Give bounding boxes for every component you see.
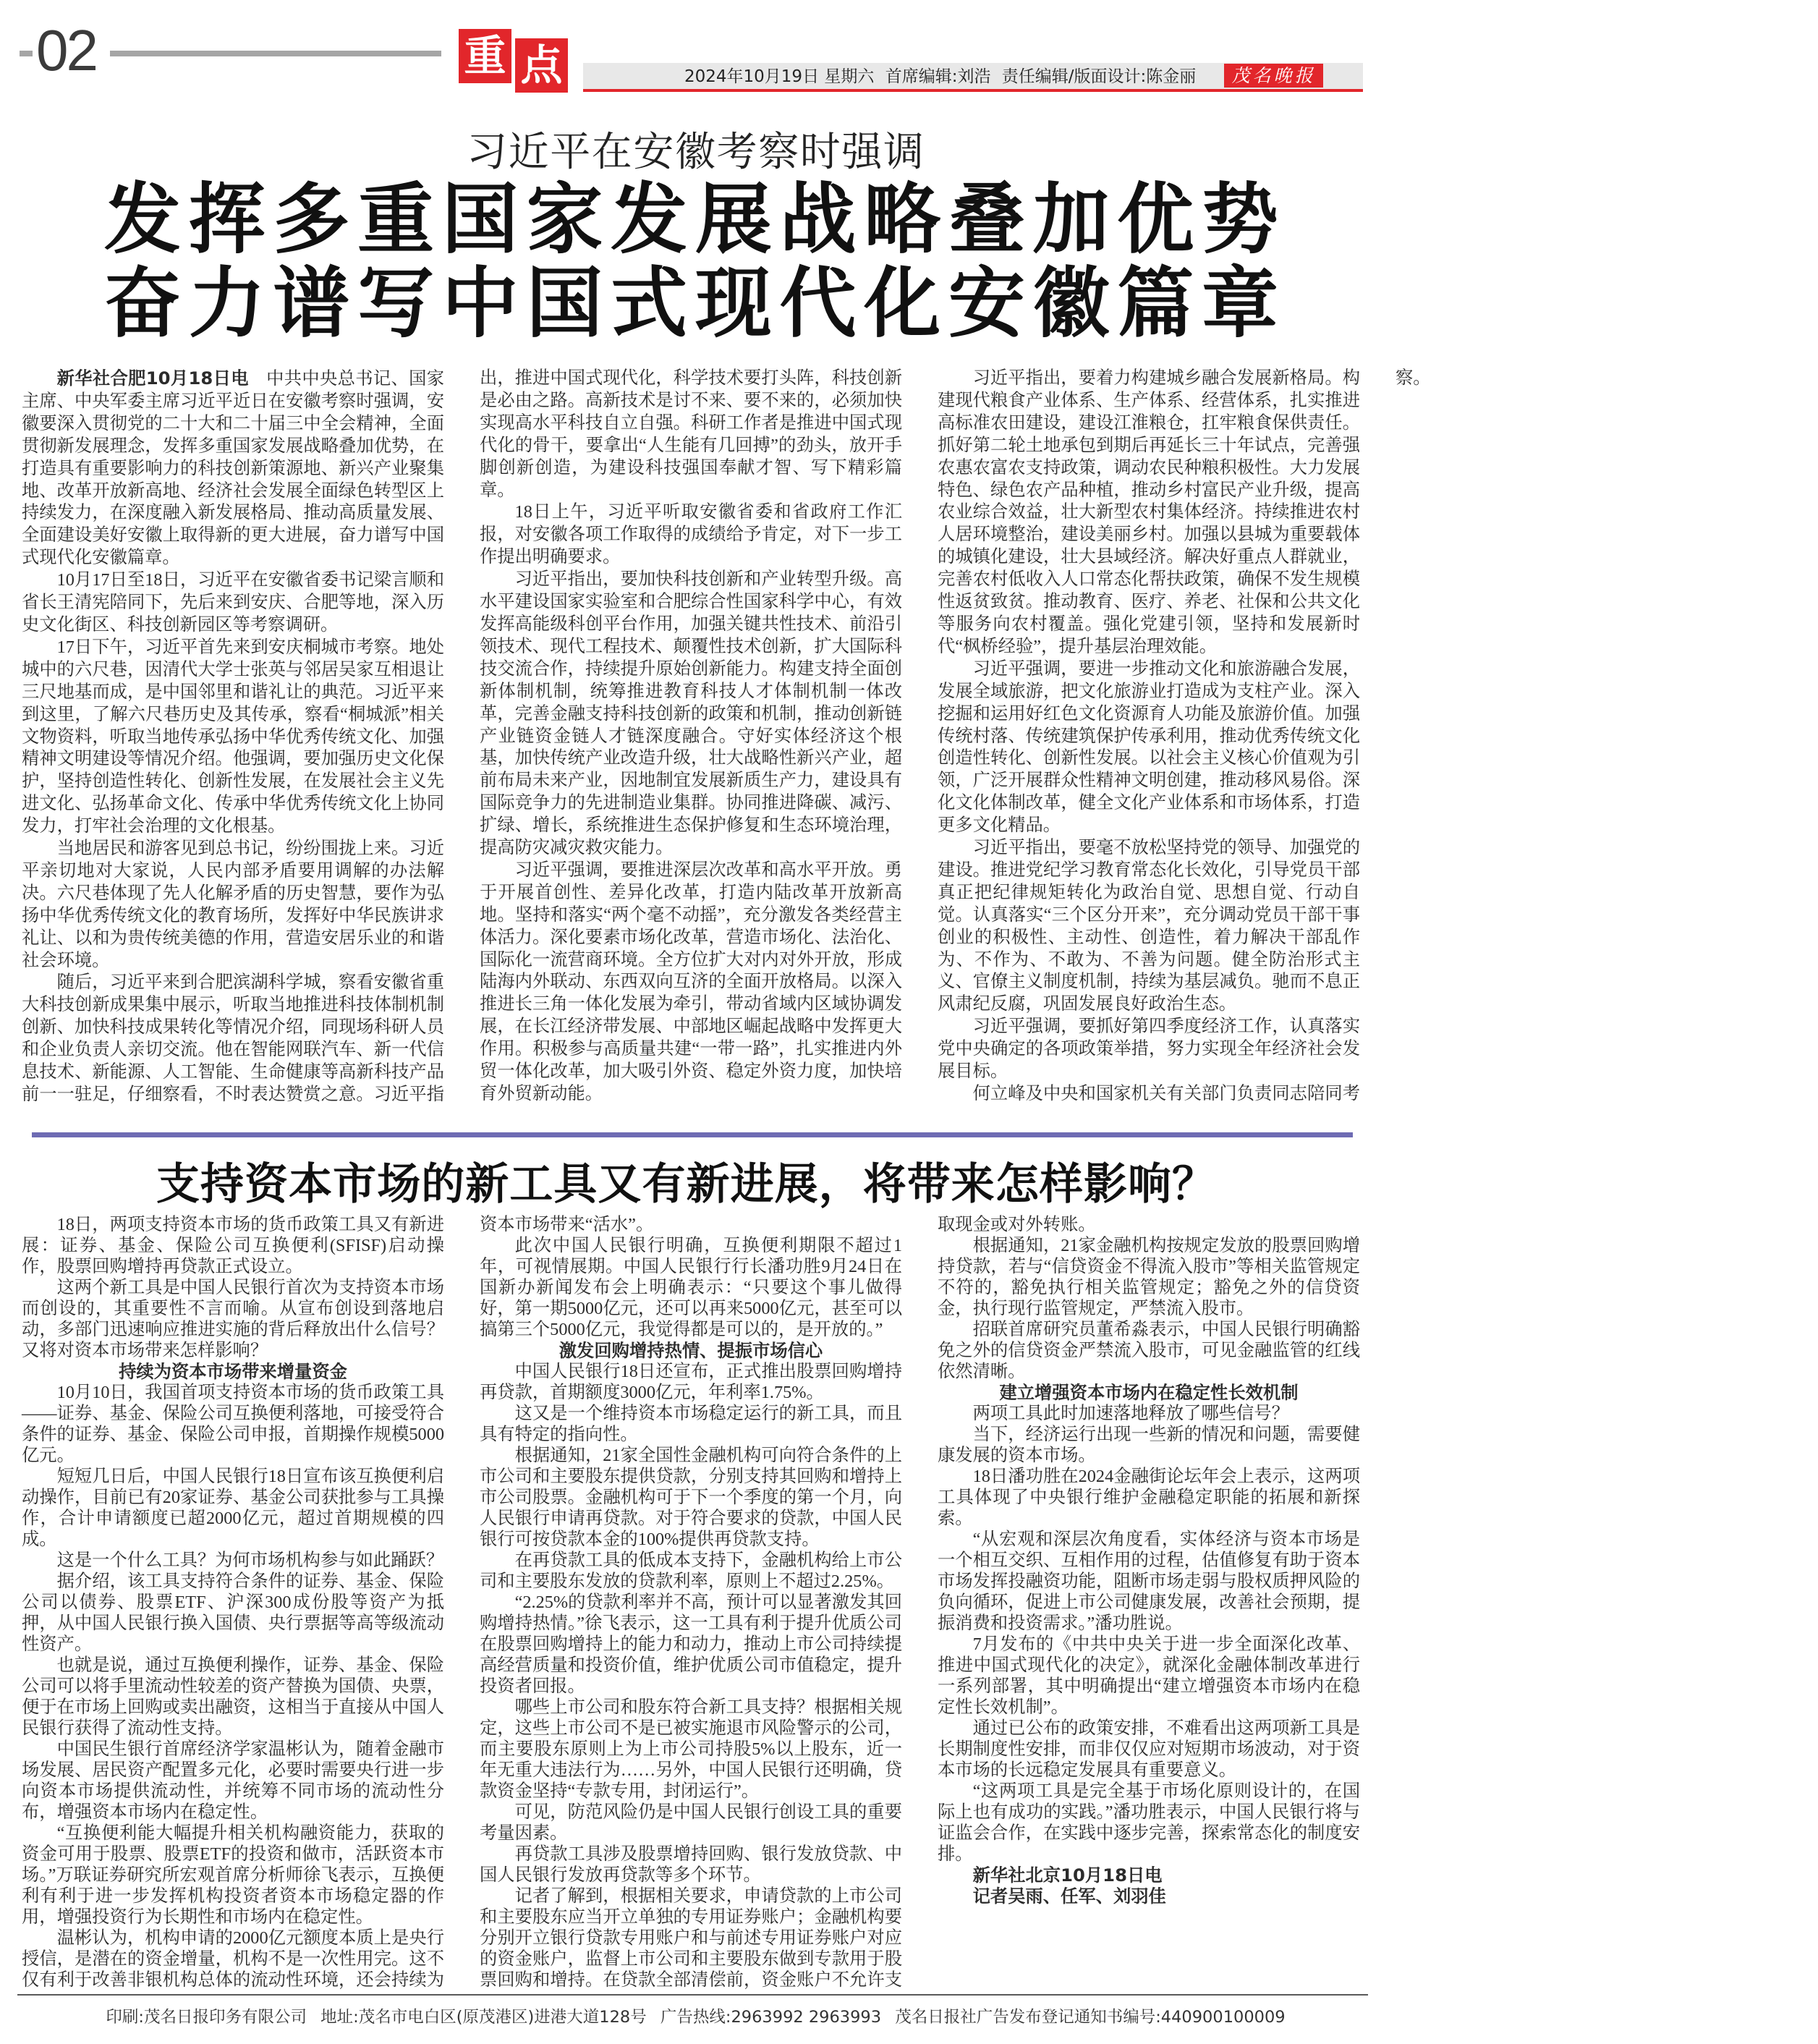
- article2-subheading: 激发回购增持热情、提振市场信心: [558, 1340, 823, 1361]
- article2-paragraph: 记者了解到，根据相关要求，申请贷款的上市公司和主要股东应当开立单独的专用证券账户；金融机构要分别开立银行贷款专用账户和与前述专用证券账户对应的资金账户，监督上市公司和主要股东做到专款用于股票回购和增持。在贷款全部清偿前，资金账户不允许支取现金或对外转账。: [480, 1215, 1096, 1990]
- article1-headline-line-1: 发挥多重国家发展战略叠加优势: [104, 175, 1278, 264]
- article2-subheading: 建立增强资本市场内在稳定性长效机制: [999, 1382, 1299, 1403]
- article1-kicker: 习近平在安徽考察时强调: [467, 129, 924, 176]
- article1-paragraph: 随后，习近平来到合肥滨湖科学城，察看安徽省重大科技创新成果集中展示，听取当地推进科技体制机制创新、加快科技成果转化等情况介绍，同现场科研人员和企业负责人亲切交流。他在智能网联汽车、新一代信息技术、新能源、人工智能、生命健康等高新科技产品前一一驻足，仔细察看，不时表达赞赏之意。习近平指出，推进中国式现代化，科学技术要打头阵，科技创新是必由之路。高新技术是讨不来、要不来的，必须加快实现高水平科技自立自强。科研工作者是推进中国式现代化的骨干，要拿出“人生能有几回搏”的劲头，放开手脚创新创造，为建设科技强国奉献才智、写下精彩篇章。: [22, 368, 902, 1104]
- article2-subheading: 持续为资本市场带来增量资金: [119, 1361, 347, 1382]
- article2-paragraph: 当下，经济运行出现一些新的情况和问题，需要健康发展的资本市场。: [938, 1425, 1360, 1465]
- header-red-rule: [583, 89, 1363, 92]
- article2-paragraph: 中国民生银行首席经济学家温彬认为，随着金融市场发展、居民资产配置多元化，必要时需要央行进一步向资本市场提供流动性，并统筹不同市场的流动性分布，增强资本市场内在稳定性。: [22, 1739, 444, 1822]
- page-number-dash: [20, 51, 33, 56]
- article1-body: [22, 368, 1431, 1109]
- article2-paragraph: 温彬认为，机构申请的2000亿元额度本质上是央行授信，是潜在的资金增量，机构不是一次性用完。这不仅有利于改善非银机构总体的流动性环境，还会持续为资本市场带来“活水”。: [22, 1215, 654, 1990]
- footer-imprint: [7, 2007, 1384, 2027]
- page-number: 02: [36, 18, 96, 82]
- article1-paragraph: 习近平强调，要抓好第四季度经济工作，认真落实党中央确定的各项政策举措，努力实现全年经济社会发展目标。: [938, 1017, 1360, 1082]
- article2-paragraph: 也就是说，通过互换便利操作，证券、基金、保险公司可以将手里流动性较差的资产替换为国债、央票，便于在市场上回购或卖出融资，这相当于直接从中国人民银行获得了流动性支持。: [22, 1655, 444, 1738]
- newspaper-logo: 茂名晚报: [1224, 64, 1323, 88]
- article1-dateline: 新华社合肥10月18日电: [56, 368, 249, 389]
- article2-paragraph: 两项工具此时加速落地释放了哪些信号？: [972, 1404, 1289, 1423]
- article2-paragraph: 根据通知，21家金融机构按规定发放的股票回购增持贷款，若与“信贷资金不得流入股市”等相关监管规定不符的，豁免执行相关监管规定；豁免之外的信贷资金，执行现行监管规定，严禁流入股市。: [938, 1236, 1360, 1318]
- section-badge-char-1: 重: [459, 29, 511, 83]
- section-badge-char-2: 点: [515, 38, 568, 93]
- footer-ad-hotline: 广告热线:2963992 2963993: [660, 2008, 882, 2027]
- article2-headline: 支持资本市场的新工具又有新进展，将带来怎样影响？: [156, 1159, 1215, 1210]
- article2-paragraph: “从宏观和深层次角度看，实体经济与资本市场是一个相互交织、互相作用的过程，估值修复有助于资本市场发挥投融资功能，阻断市场走弱与股权质押风险的负向循环，促进上市公司健康发展，改善社会预期，提振消费和投资需求。”潘功胜说。: [938, 1530, 1360, 1633]
- editor-designer: 责任编辑/版面设计:陈金丽: [1001, 67, 1197, 86]
- article1-paragraph: 习近平强调，要推进深层次改革和高水平开放。勇于开展首创性、差异化改革，打造内陆改革开放新高地。坚持和落实“两个毫不动摇”，充分激发各类经营主体活力。深化要素市场化改革，营造市场化、法治化、国际化一流营商环境。全方位扩大对内对外开放，形成陆海内外联动、东西双向互济的全面开放格局。以深入推进长三角一体化发展为牵引，带动省域内区域协调发展，在长江经济带发展、中部地区崛起战略中发挥更大作用。积极参与高质量共建“一带一路”，扎实推进内外贸一体化改革，加大吸引外资、稳定外资力度，加快培育外贸新动能。: [480, 860, 902, 1103]
- footer-rule: [17, 1994, 1368, 1996]
- article1-paragraph: 10月17日至18日，习近平在安徽省委书记梁言顺和省长王清宪陪同下，先后来到安庆、合肥等地，深入历史文化街区、科技创新园区等考察调研。: [22, 570, 444, 635]
- article2-intro-paragraph: 18日，两项支持资本市场的货币政策工具又有新进展：证券、基金、保险公司互换便利(SFISF)启动操作，股票回购增持再贷款正式设立。: [22, 1215, 444, 1276]
- article1-paragraph: 习近平指出，要毫不放松坚持党的领导、加强党的建设。推进党纪学习教育常态化长效化，引导党员干部真正把纪律规矩转化为政治自觉、思想自觉、行动自觉。认真落实“三个区分开来”，充分调动党员干部干事创业的积极性、主动性、创造性，着力解决干部乱作为、不作为、不敢为、不善为问题。健全防治形式主义、官僚主义制度机制，持续为基层减负。驰而不息正风肃纪反腐，巩固发展良好政治生态。: [938, 838, 1360, 1014]
- article2-paragraph: 根据通知，21家全国性金融机构可向符合条件的上市公司和主要股东提供贷款，分别支持其回购和增持上市公司股票。金融机构可于下一个季度的第一个月，向人民银行申请再贷款。对于符合要求的贷款，中国人民银行可按贷款本金的100%提供再贷款支持。: [480, 1446, 902, 1549]
- article2-paragraph: 中国人民银行18日还宣布，正式推出股票回购增持再贷款，首期额度3000亿元，年利率1.75%。: [480, 1362, 902, 1402]
- article2-paragraph: 通过已公布的政策安排，不难看出这两项新工具是长期制度性安排，而非仅仅应对短期市场波动，对于资本市场的长远稳定发展具有重要意义。: [938, 1718, 1360, 1780]
- article1-paragraph: [22, 368, 444, 569]
- article2-byline: 记者吴雨、任军、刘羽佳: [972, 1886, 1166, 1907]
- article2-paragraph: 这是一个什么工具？为何市场机构参与如此踊跃？: [56, 1551, 444, 1570]
- article1-paragraph: 习近平强调，要进一步推动文化和旅游融合发展，发展全域旅游，把文化旅游业打造成为支柱产业。深入挖掘和运用好红色文化资源育人功能及旅游价值。加强传统村落、传统建筑保护传承利用，推动优秀传统文化创造性转化、创新性发展。以社会主义核心价值观为引领，广泛开展群众性精神文明创建，推动移风易俗。深化文化体制改革，健全文化产业体系和市场体系，打造更多文化精品。: [938, 658, 1360, 836]
- article1-headline-line-2: 奋力谱写中国式现代化安徽篇章: [104, 259, 1278, 348]
- article2-paragraph: 18日潘功胜在2024金融街论坛年会上表示，这两项工具体现了中央银行维护金融稳定职能的拓展和新探索。: [938, 1467, 1360, 1528]
- header-info: [684, 66, 1202, 88]
- article1-paragraph: 当地居民和游客见到总书记，纷纷围拢上来。习近平亲切地对大家说，人民内部矛盾要用调解的办法解决。六尺巷体现了先人化解矛盾的历史智慧，要作为弘扬中华优秀传统文化的教育场所，发挥好中华民族讲求礼让、以和为贵传统美德的作用，营造安居乐业的和谐社会环境。: [22, 839, 444, 970]
- article1-paragraph: 17日下午，习近平首先来到安庆桐城市考察。地处城中的六尺巷，因清代大学士张英与邻居吴家互相退让三尺地基而成，是中国邻里和谐礼让的典范。习近平来到这里，了解六尺巷历史及其传承，察看“桐城派”相关文物资料，听取当地传承弘扬中华优秀传统文化、加强精神文明建设等情况介绍。他强调，要加强历史文化保护，坚持创造性转化、创新性发展，在发展社会主义先进文化、弘扬革命文化、传承中华优秀传统文化上协同发力，打牢社会治理的文化根基。: [22, 637, 444, 836]
- article1-paragraph: 习近平指出，要加快科技创新和产业转型升级。高水平建设国家实验室和合肥综合性国家科学中心，有效发挥高能级科创平台作用，加强关键共性技术、前沿引领技术、现代工程技术、颠覆性技术创新，扩大国际科技交流合作，持续提升原始创新能力。构建支持全面创新体制机制，统筹推进教育科技人才体制机制一体改革，完善金融支持科技创新的政策和机制，推动创新链产业链资金链人才链深度融合。守好实体经济这个根基，加快传统产业改造升级，壮大战略性新兴产业，超前布局未来产业，因地制宜发展新质生产力，建设具有国际竞争力的先进制造业集群。协同推进降碳、减污、扩绿、增长，系统推进生态保护修复和生态环境治理，提高防灾减灾救灾能力。: [480, 569, 902, 858]
- article2-dateline: 新华社北京10月18日电: [972, 1865, 1163, 1886]
- footer-address: 地址:茂名市电白区(原茂港区)进港大道128号: [320, 2008, 647, 2027]
- chief-editor: 首席编辑:刘浩: [885, 67, 991, 86]
- footer-printer: 印刷:茂名日报印务有限公司: [106, 2008, 307, 2027]
- article2-paragraph: 10月10日，我国首项支持资本市场的货币政策工具——证券、基金、保险公司互换便利落地，可接受符合条件的证券、基金、保险公司申报，首期操作规模5000亿元。: [22, 1383, 444, 1465]
- article2-paragraph: 短短几日后，中国人民银行18日宣布该互换便利启动操作，目前已有20家证券、基金公司获批参与工具操作，合计申请额度已超2000亿元，超过首期规模的四成。: [22, 1467, 444, 1549]
- footer-registration: 茂名日报社广告发布登记通知书编号:440900100009: [895, 2008, 1286, 2027]
- article1-paragraph: 18日上午，习近平听取安徽省委和省政府工作汇报，对安徽各项工作取得的成绩给予肯定，对下一步工作提出明确要求。: [480, 502, 902, 567]
- article2-intro-paragraph: 这两个新工具是中国人民银行首次为支持资本市场而创设的，其重要性不言而喻。从宣布创设到落地启动，多部门迅速响应推进实施的背后释放出什么信号？又将对资本市场带来怎样影响？: [22, 1278, 444, 1360]
- article2-paragraph: “互换便利能大幅提升相关机构融资能力，获取的资金可用于股票、股票ETF的投资和做市，活跃资本市场。”万联证券研究所宏观首席分析师徐飞表示，互换便利有利于进一步发挥机构投资者资本市场稳定器的作用，增强投资行为长期性和市场内在稳定性。: [22, 1823, 444, 1927]
- article1-paragraph: 何立峰及中央和国家机关有关部门负责同志陪同考察。: [972, 368, 1431, 1103]
- issue-date: 2024年10月19日 星期六: [684, 67, 875, 86]
- article1-paragraph: 习近平指出，要着力构建城乡融合发展新格局。构建现代粮食产业体系、生产体系、经营体系，扎实推进高标准农田建设，建设江淮粮仓，扛牢粮食保供责任。抓好第二轮土地承包到期后再延长三十年试点，完善强农惠农富农支持政策，调动农民种粮积极性。大力发展特色、绿色农产品种植，推动乡村富民产业升级，提高农业综合效益，壮大新型农村集体经济。持续推进农村人居环境整治，建设美丽乡村。加强以县城为重要载体的城镇化建设，壮大县域经济。解决好重点人群就业，完善农村低收入人口常态化帮扶政策，确保不发生规模性返贫致贫。推动教育、医疗、养老、社保和公共文化等服务向农村覆盖。强化党建引领，坚持和发展新时代“枫桥经验”，提升基层治理效能。: [938, 368, 1360, 656]
- article2-paragraph: 招联首席研究员董希淼表示，中国人民银行明确豁免之外的信贷资金严禁流入股市，可见金融监管的红线依然清晰。: [938, 1320, 1360, 1381]
- article1-lead-text: 中共中央总书记、国家主席、中央军委主席习近平近日在安徽考察时强调，安徽要深入贯彻党的二十大和二十届三中全会精神，全面贯彻新发展理念，发挥多重国家发展战略叠加优势，在打造具有重要影响力的科技创新策源地、新兴产业聚集地、改革开放新高地、经济社会发展全面绿色转型区上持续发力，在深度融入新发展格局、推动高质量发展、全面建设美好安徽上取得新的更大进展，奋力谱写中国式现代化安徽篇章。: [22, 369, 445, 568]
- article2-paragraph: 可见，防范风险仍是中国人民银行创设工具的重要考量因素。: [480, 1802, 902, 1843]
- article2-paragraph: 哪些上市公司和股东符合新工具支持？根据相关规定，这些上市公司不是已被实施退市风险警示的公司，而主要股东原则上为上市公司持股5%以上股东，近一年无重大违法行为……另外，中国人民银行还明确，贷款资金坚持“专款专用，封闭运行”。: [480, 1697, 902, 1801]
- article2-paragraph: 此次中国人民银行明确，互换便利期限不超过1年，可视情展期。中国人民银行行长潘功胜9月24日在国新办新闻发布会上明确表示：“只要这个事儿做得好，第一期5000亿元，还可以再来5000亿元，甚至可以搞第三个5000亿元，我觉得都是可以的，是开放的。”: [480, 1236, 902, 1339]
- header-gray-bar: [110, 51, 441, 56]
- article-divider: [32, 1132, 1353, 1137]
- article2-body: [22, 1214, 1360, 1992]
- article2-paragraph: 据介绍，该工具支持符合条件的证券、基金、保险公司以债券、股票ETF、沪深300成份股等资产为抵押，从中国人民银行换入国债、央行票据等高等级流动性资产。: [22, 1572, 444, 1654]
- article2-paragraph: 这又是一个维持资本市场稳定运行的新工具，而且具有特定的指向性。: [480, 1404, 902, 1444]
- article2-paragraph: 7月发布的《中共中央关于进一步全面深化改革、推进中国式现代化的决定》，就深化金融体制改革进行一系列部署，其中明确提出“建立增强资本市场内在稳定性长效机制”。: [938, 1634, 1360, 1717]
- article2-paragraph: “这两项工具是完全基于市场化原则设计的，在国际上也有成功的实践。”潘功胜表示，中国人民银行将与证监会合作，在实践中逐步完善，探索常态化的制度安排。: [938, 1781, 1360, 1864]
- article2-paragraph: 再贷款工具涉及股票增持回购、银行发放贷款、中国人民银行发放再贷款等多个环节。: [480, 1844, 902, 1885]
- article2-paragraph: 在再贷款工具的低成本支持下，金融机构给上市公司和主要股东发放的贷款利率，原则上不超过2.25%。: [480, 1551, 902, 1591]
- article2-paragraph: “2.25%的贷款利率并不高，预计可以显著激发其回购增持热情。”徐飞表示，这一工具有利于提升优质公司在股票回购增持上的能力和动力，推动上市公司持续提高经营质量和投资价值，维护优质公司市值稳定，提升投资者回报。: [480, 1593, 902, 1696]
